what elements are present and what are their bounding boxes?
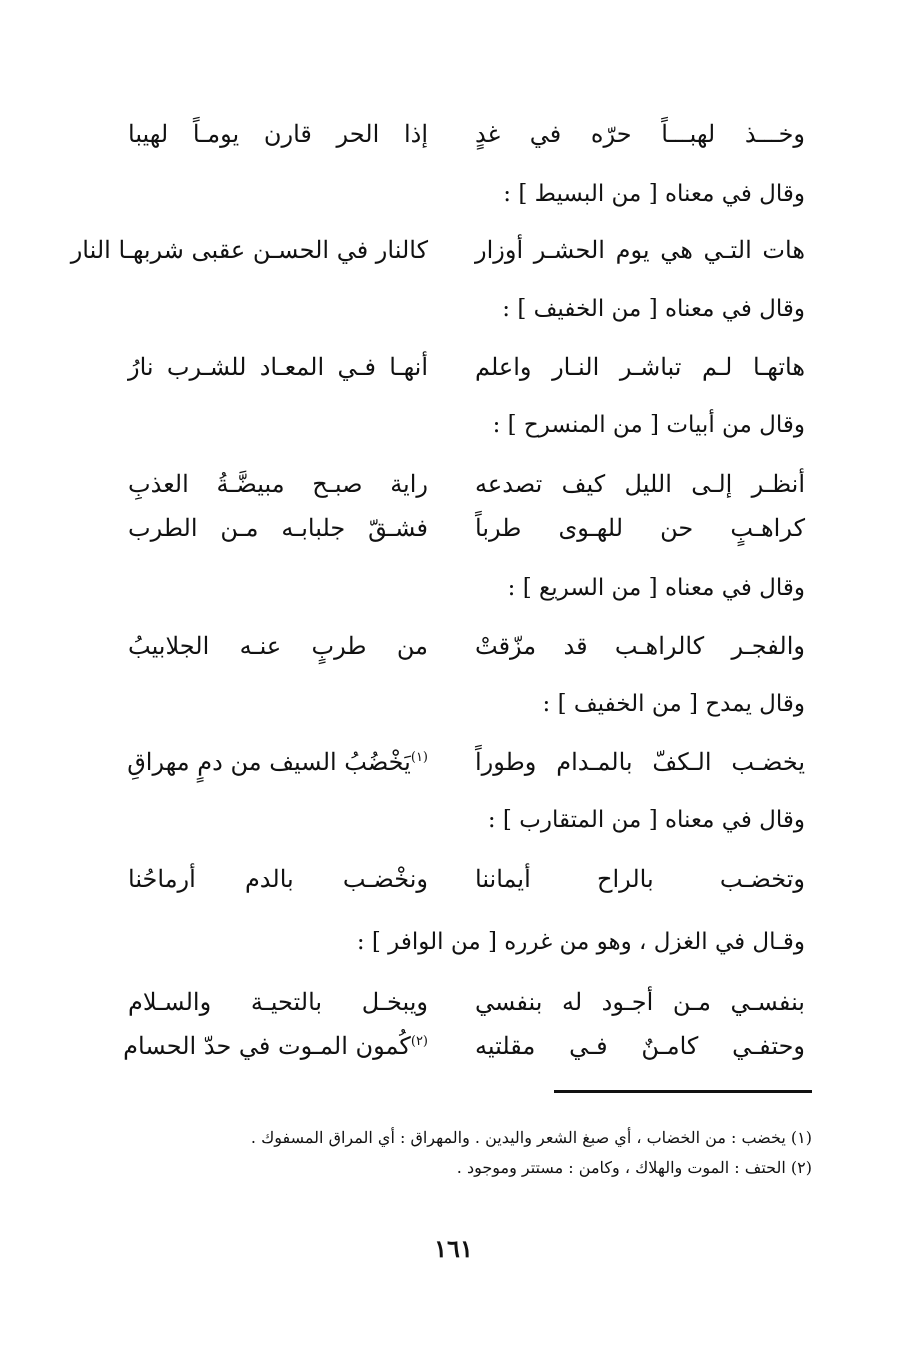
verse-line — [0, 228, 867, 272]
verse-second-hemistich: كالنار في الحسـن عقبى شربهـا النار — [70, 236, 428, 264]
verse-line — [0, 462, 867, 506]
verse-first-hemistich: والفجـر كالراهـب قد مزّقتْ — [475, 632, 805, 660]
verse-first-hemistich: وحتفـي كامـنٌ فـي مقلتيه — [475, 1032, 805, 1060]
poem-intro: وقال في معناه [ من المتقارب ] : — [487, 807, 805, 833]
verse-line — [0, 857, 867, 901]
footnote-marker: (٢) — [410, 1034, 428, 1049]
poem-intro: وقال في معناه [ من الخفيف ] : — [502, 296, 805, 322]
footnote-marker: (١) — [410, 750, 428, 765]
verse-line — [0, 740, 867, 784]
verse-first-hemistich: وخـــذ لهبـــاً حرّه في غدٍ — [475, 120, 805, 148]
verse-second-hemistich: ونخْضـب بالدم أرماحُنا — [128, 865, 428, 893]
verse-first-hemistich: هات التـي هي يوم الحشـر أوزار — [475, 236, 805, 264]
poem-intro: وقال من أبيات [ من المنسرح ] : — [492, 412, 805, 438]
verse-second-hemistich — [128, 740, 428, 784]
verse-first-hemistich: بنفسـي مـن أجـود له بنفسي — [475, 988, 805, 1016]
poem-intro: وقـال في الغزل ، وهو من غرره [ من الوافر ] : — [356, 929, 805, 955]
footnote-divider — [554, 1090, 812, 1093]
verse-second-hemistich: من طربٍ عنـه الجلابيبُ — [128, 632, 428, 660]
page-number: ١٦١ — [434, 1234, 473, 1263]
verse-first-hemistich: يخضـب الـكفّ بالمـدام وطوراً — [475, 748, 805, 776]
poem-intro: وقال يمدح [ من الخفيف ] : — [542, 691, 805, 717]
verse-second-hemistich: أنهـا فـي المعـاد للشـرب نارُ — [128, 353, 428, 381]
footnote: (٢) الحتف : الموت والهلاك ، وكامن : مستتر وموجود . — [456, 1158, 812, 1177]
verse-line — [0, 345, 867, 389]
verse-second-hemistich: ويبخـل بالتحيـة والسـلام — [128, 988, 428, 1016]
verse-line — [0, 506, 867, 550]
verse-first-hemistich: أنظـر إلـى الليل كيف تصدعه — [475, 470, 805, 498]
poem-intro: وقال في معناه [ من السريع ] : — [507, 575, 805, 601]
verse-first-hemistich: كراهـبٍ حن للهـوى طرباً — [475, 514, 805, 542]
verse-second-hemistich-text: كُمون المـوت في حدّ الحسام — [123, 1032, 411, 1060]
footnote: (١) يخضب : من الخضاب ، أي صبغ الشعر واليدين . والمهراق : أي المراق المسفوك . — [250, 1128, 812, 1147]
verse-second-hemistich: إذا الحر قارن يومـاً لهيبا — [128, 120, 428, 148]
verse-line — [0, 112, 867, 156]
verse-first-hemistich: هاتهـا لـم تباشـر النـار واعلم — [475, 353, 805, 381]
verse-second-hemistich: راية صبـح مبيضَّـةُ العذبِ — [128, 470, 428, 498]
verse-first-hemistich: وتخضـب بالراح أيماننا — [475, 865, 805, 893]
verse-line — [0, 980, 867, 1024]
verse-second-hemistich — [123, 1024, 428, 1068]
verse-line — [0, 1024, 867, 1068]
verse-line — [0, 624, 867, 668]
verse-second-hemistich-text: يَخْضُبُ السيف من دمٍ مهراقِ — [127, 748, 411, 776]
poem-intro: وقال في معناه [ من البسيط ] : — [503, 181, 805, 207]
verse-second-hemistich: فشـقّ جلبابـه مـن الطرب — [128, 514, 428, 542]
